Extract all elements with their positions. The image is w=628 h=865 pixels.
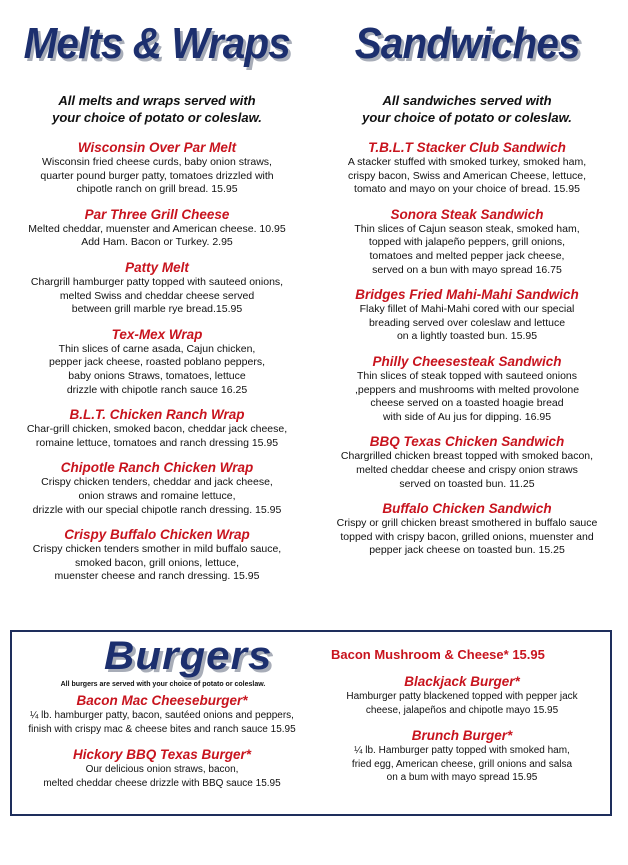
item-description: ¼ lb. Hamburger patty topped with smoked ham, fried egg, American cheese, grill onions and salsa on a bum with mayo spread 15.95: [351, 745, 573, 784]
melts-intro: All melts and wraps served with your choice of potato or coleslaw.: [52, 93, 262, 125]
item-description: Hamburger patty blackened topped with pepper jack cheese, jalapeños and chipotle mayo 15.95: [346, 691, 578, 716]
item-name: Crispy Buffalo Chicken Wrap: [64, 527, 250, 543]
item-name: B.L.T. Chicken Ranch Wrap: [69, 407, 245, 423]
burgers-left-column: [14, 684, 310, 790]
menu-item: [322, 433, 612, 491]
melts-wraps-heading: [12, 19, 302, 68]
item-description: Our delicious onion straws, bacon, melted cheddar cheese drizzle with BBQ sauce 15.95: [43, 764, 281, 789]
item-name: Chipotle Ranch Chicken Wrap: [60, 460, 254, 476]
item-name: Tex-Mex Wrap: [111, 326, 203, 342]
item-description: Crispy chicken tenders, cheddar and jack cheese, onion straws and romaine lettuce, drizzle with our special chipotle ranch dressing. 15.95: [32, 476, 282, 516]
menu-item: [314, 727, 610, 785]
item-name: Bridges Fried Mahi-Mahi Sandwich: [355, 287, 579, 303]
menu-item: [12, 259, 302, 317]
item-description: Crispy or grill chicken breast smothered in buffalo sauce topped with crispy bacon, grilled onions, muenster and pepper jack cheese on toasted bun. 15.25: [336, 517, 598, 557]
item-description: ¼ lb. hamburger patty, bacon, sautéed onions and peppers, finish with crispy mac & cheese bites and ranch sauce 15.95: [28, 710, 296, 735]
item-name: Philly Cheesesteak Sandwich: [372, 353, 562, 369]
menu-item: [12, 326, 302, 397]
menu-item: [322, 206, 612, 277]
item-name: Hickory BBQ Texas Burger*: [72, 747, 252, 763]
menu-item: [322, 139, 612, 197]
item-description: Melted cheddar, muenster and American cheese. 10.95 Add Ham. Bacon or Turkey. 2.95: [28, 222, 286, 249]
item-name: Bacon Mac Cheeseburger*: [76, 693, 248, 708]
melts-wraps-title: Melts & Wraps: [23, 19, 291, 68]
item-name: Sonora Steak Sandwich: [390, 206, 544, 222]
item-description: Chargrilled chicken breast topped with smoked bacon, melted cheddar cheese and crispy onion straws served on toasted bun. 11.25: [340, 450, 594, 490]
sandwiches-title: Sandwiches: [354, 19, 580, 68]
item-name: Brunch Burger*: [411, 728, 513, 744]
sandwiches-heading: [322, 19, 612, 68]
featured-burger: Bacon Mushroom & Cheese* 15.95: [331, 647, 545, 662]
item-name: Buffalo Chicken Sandwich: [382, 501, 552, 517]
sandwiches-intro: All sandwiches served with your choice of potato or coleslaw.: [362, 93, 572, 125]
menu-item: [314, 673, 610, 717]
menu-item: [14, 692, 310, 736]
menu-item: [322, 286, 612, 344]
menu-item: [322, 353, 612, 424]
item-description: Flaky fillet of Mahi-Mahi cored with our special breading served over coleslaw and lettuce on a lightly toasted bun. 15.95: [359, 303, 575, 343]
item-description: A stacker stuffed with smoked turkey, smoked ham, crispy bacon, Swiss and American Cheese, lettuce, tomato and mayo on your choice of bread. 15.95: [347, 156, 587, 196]
melts-wraps-section: [12, 92, 302, 584]
item-name: Wisconsin Over Par Melt: [77, 140, 237, 155]
item-description: Thin slices of Cajun season steak, smoked ham, topped with jalapeño peppers, grill onions, tomatoes and melted pepper jack cheese, served on a bun with mayo spread 16.75: [354, 222, 580, 276]
sandwiches-section: [322, 92, 612, 558]
item-description: Thin slices of steak topped with sauteed onions ,peppers and mushrooms with melted provolone cheese served on a toasted hoagie bread with side of Au jus for dipping. 16.95: [354, 369, 580, 423]
menu-item: [14, 746, 310, 790]
burgers-section: [10, 630, 612, 816]
burgers-heading: [68, 636, 308, 676]
item-description: Chargrill hamburger patty topped with sauteed onions, melted Swiss and cheddar cheese served between grill marble rye bread.15.95: [30, 275, 284, 316]
item-name: Blackjack Burger*: [404, 674, 520, 689]
item-name: T.B.L.T Stacker Club Sandwich: [368, 140, 566, 155]
item-name: Patty Melt: [125, 259, 189, 275]
item-description: Thin slices of carne asada, Cajun chicken, pepper jack cheese, roasted poblano peppers, baby onions Straws, tomatoes, lettuce drizzle with chipotle ranch sauce 16.25: [49, 342, 265, 396]
item-description: Wisconsin fried cheese curds, baby onion straws, quarter pound burger patty, tomatoes drizzled with chipotle ranch on grill bread. 15.95: [40, 156, 274, 196]
item-name: Par Three Grill Cheese: [84, 206, 230, 222]
menu-item: [322, 500, 612, 558]
menu-item: [12, 206, 302, 250]
item-name: BBQ Texas Chicken Sandwich: [369, 434, 565, 450]
burgers-title: Burgers: [103, 634, 273, 678]
item-description: Char-grill chicken, smoked bacon, cheddar jack cheese, romaine lettuce, tomatoes and ranch dressing 15.95: [26, 423, 288, 449]
item-description: Crispy chicken tenders smother in mild buffalo sauce, smoked bacon, grill onions, lettuce, muenster cheese and ranch dressing. 15.95: [32, 543, 282, 583]
menu-item: [12, 459, 302, 517]
menu-item: [12, 526, 302, 584]
burgers-note: All burgers are served with your choice of potato or coleslaw.: [60, 681, 266, 688]
menu-item: [12, 406, 302, 450]
menu-item: [12, 139, 302, 197]
burgers-right-column: [314, 646, 610, 785]
